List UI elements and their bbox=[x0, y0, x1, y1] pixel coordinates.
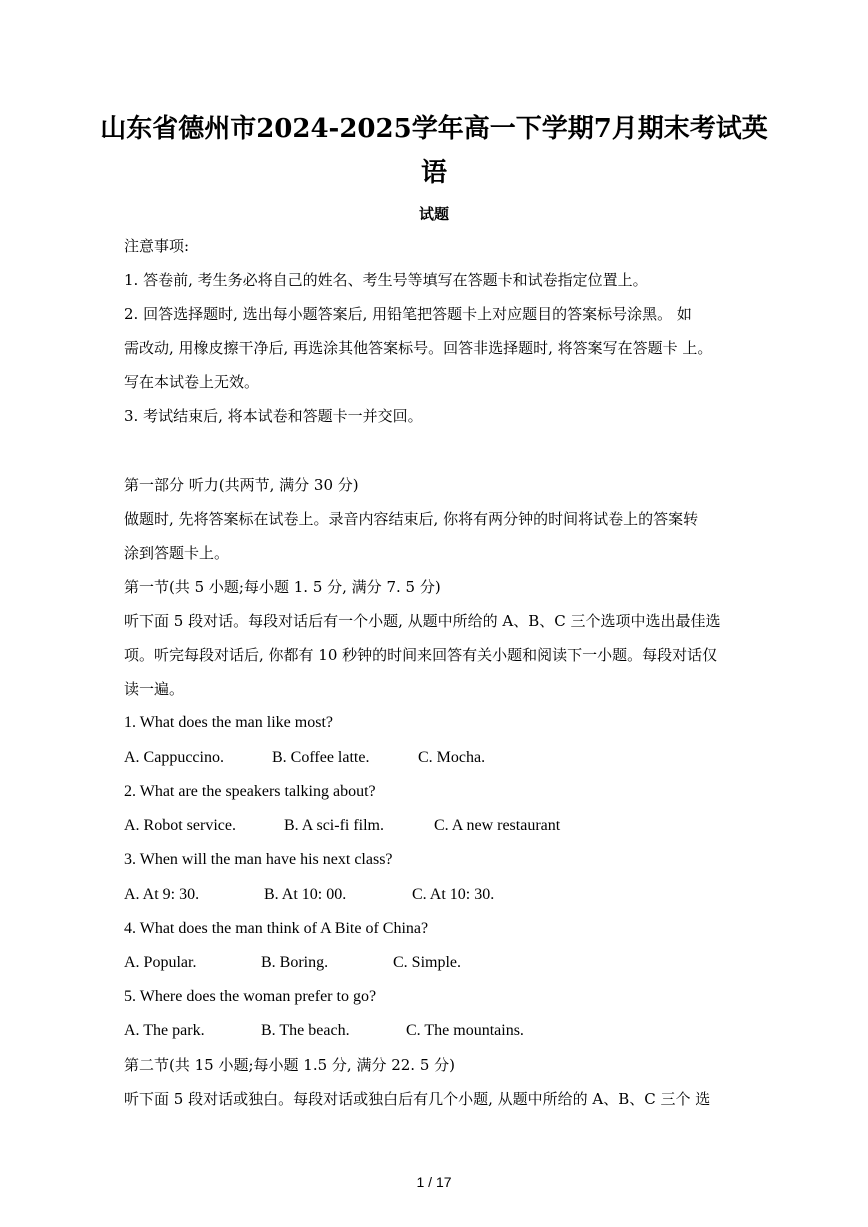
part-1-heading: 第一部分 听力(共两节, 满分 30 分) bbox=[124, 476, 359, 494]
question-4: 4. What does the man think of A Bite of China? bbox=[124, 920, 429, 937]
section-1-instruction-line-3: 读一遍。 bbox=[124, 680, 185, 698]
notice-item-1: 1. 答卷前, 考生务必将自己的姓名、考生号等填写在答题卡和试卷指定位置上。 bbox=[124, 271, 648, 289]
question-4-option-b: B. Boring. bbox=[261, 954, 329, 971]
question-1: 1. What does the man like most? bbox=[124, 714, 333, 731]
question-4-option-c: C. Simple. bbox=[393, 954, 462, 971]
part-1-instruction-line-2: 涂到答题卡上。 bbox=[124, 544, 230, 562]
question-3-option-a: A. At 9: 30. bbox=[124, 886, 200, 903]
document-subtitle: 试题 bbox=[418, 205, 449, 223]
question-2-option-b: B. A sci-fi film. bbox=[284, 817, 384, 834]
question-2-option-c: C. A new restaurant bbox=[434, 817, 561, 834]
section-1-instruction-line-2: 项。听完每段对话后, 你都有 10 秒钟的时间来回答有关小题和阅读下一小题。每段对话仅 bbox=[124, 646, 718, 664]
section-2-heading: 第二节(共 15 小题;每小题 1.5 分, 满分 22. 5 分) bbox=[124, 1056, 456, 1074]
section-2-instruction-line-1: 听下面 5 段对话或独白。每段对话或独白后有几个小题, 从题中所给的 A、B、C 三个 选 bbox=[124, 1090, 711, 1108]
notice-item-3: 3. 考试结束后, 将本试卷和答题卡一并交回。 bbox=[124, 407, 423, 425]
question-1-option-c: C. Mocha. bbox=[418, 749, 486, 766]
question-5-option-a: A. The park. bbox=[124, 1022, 205, 1039]
document-title-line-2: 语 bbox=[420, 158, 447, 188]
notice-item-2-line-3: 写在本试卷上无效。 bbox=[124, 373, 260, 391]
question-5-option-c: C. The mountains. bbox=[406, 1022, 524, 1039]
notice-heading: 注意事项: bbox=[124, 237, 190, 255]
question-1-option-b: B. Coffee latte. bbox=[272, 749, 370, 766]
document-title-line-1: 山东省德州市2024-2025学年高一下学期7月期末考试英 bbox=[100, 114, 768, 144]
section-1-instruction-line-1: 听下面 5 段对话。每段对话后有一个小题, 从题中所给的 A、B、C 三个选项中选出最佳选 bbox=[124, 612, 721, 630]
question-4-option-a: A. Popular. bbox=[124, 954, 197, 971]
page-number: 1 / 17 bbox=[416, 1174, 452, 1190]
section-1-heading: 第一节(共 5 小题;每小题 1. 5 分, 满分 7. 5 分) bbox=[124, 578, 441, 596]
question-3: 3. When will the man have his next class? bbox=[124, 851, 393, 868]
part-1-instruction-line-1: 做题时, 先将答案标在试卷上。录音内容结束后, 你将有两分钟的时间将试卷上的答案转 bbox=[124, 510, 699, 528]
question-1-option-a: A. Cappuccino. bbox=[124, 749, 224, 766]
question-5-option-b: B. The beach. bbox=[261, 1022, 350, 1039]
notice-item-2-line-2: 需改动, 用橡皮擦干净后, 再选涂其他答案标号。回答非选择题时, 将答案写在答题卡 上。 bbox=[124, 339, 713, 357]
question-5: 5. Where does the woman prefer to go? bbox=[124, 988, 377, 1005]
question-2-option-a: A. Robot service. bbox=[124, 817, 236, 834]
question-3-option-b: B. At 10: 00. bbox=[264, 886, 347, 903]
question-3-option-c: C. At 10: 30. bbox=[412, 886, 495, 903]
question-2: 2. What are the speakers talking about? bbox=[124, 783, 376, 800]
notice-item-2-line-1: 2. 回答选择题时, 选出每小题答案后, 用铅笔把答题卡上对应题目的答案标号涂黑。 如 bbox=[124, 305, 692, 323]
